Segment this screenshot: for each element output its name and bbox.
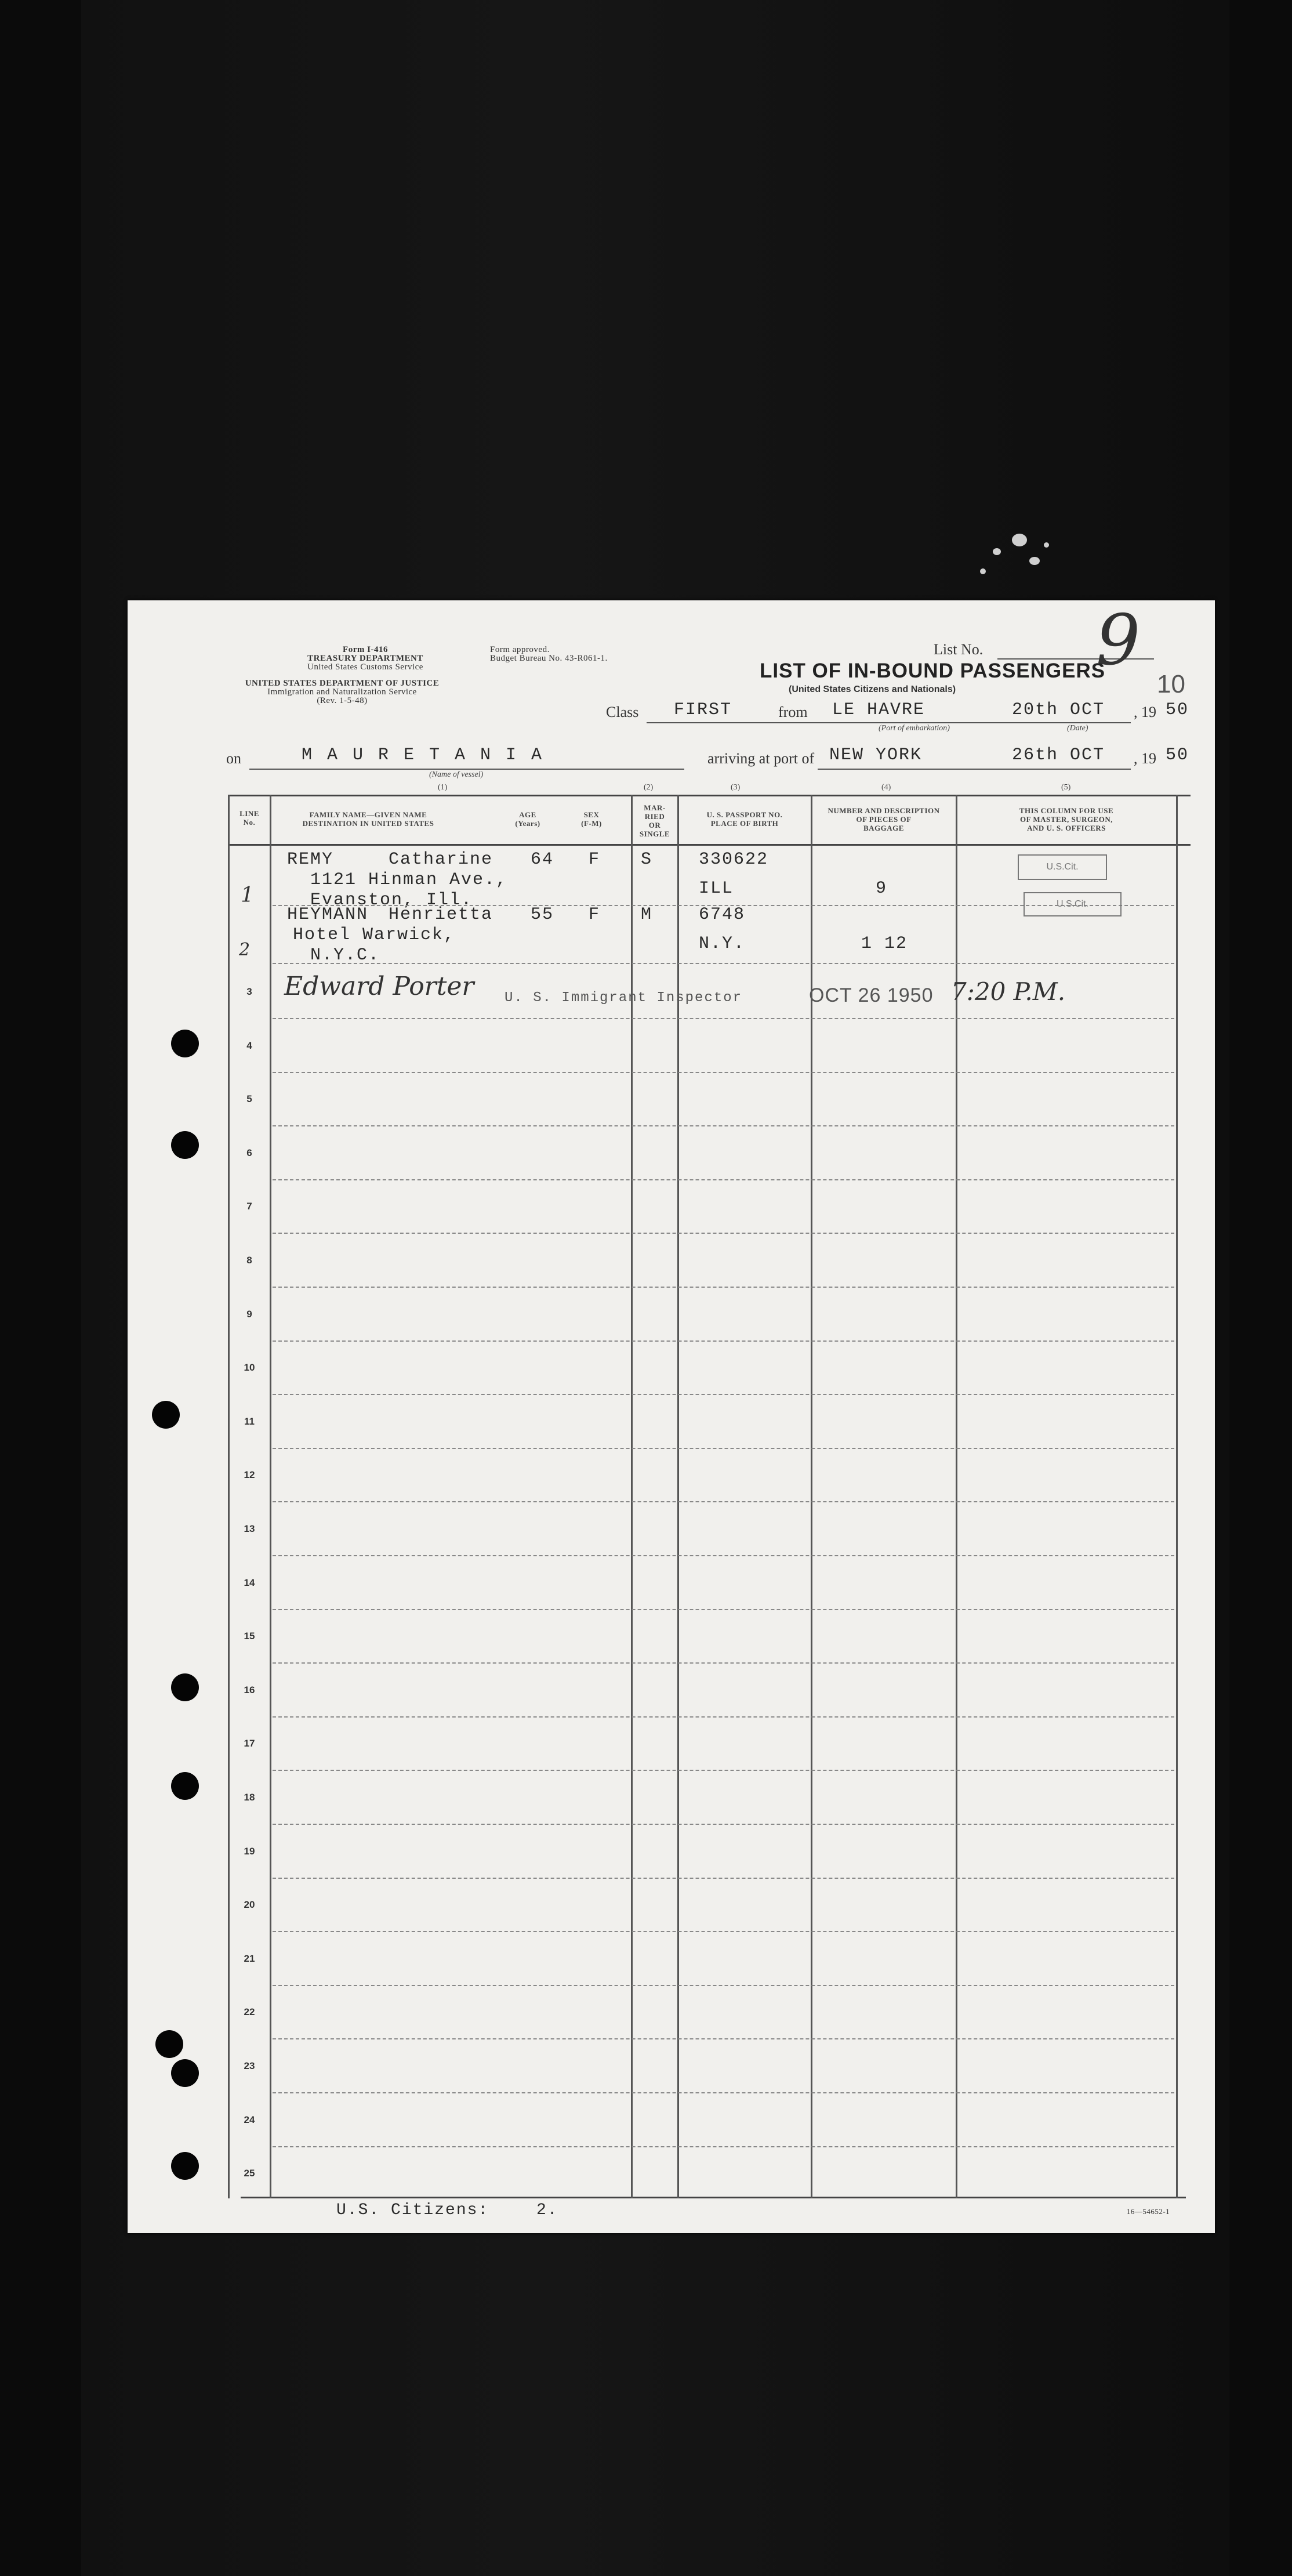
treasury-department: TREASURY DEPARTMENT (307, 654, 423, 663)
column-number-4: (4) (881, 783, 891, 792)
dust-speck (1044, 542, 1049, 548)
citizens-count: 2. (536, 2201, 558, 2219)
passport-number: 330622 (699, 850, 769, 869)
age: 55 (531, 905, 554, 925)
row-divider (273, 1233, 1174, 1234)
line-number: 21 (244, 1952, 255, 1964)
line-number: 11 (244, 1415, 255, 1427)
row-divider (273, 1125, 1174, 1126)
passport-number: 6748 (699, 905, 746, 925)
row-divider (273, 2038, 1174, 2039)
form-number: Form I-416 (343, 645, 388, 654)
header-name: FAMILY NAME—GIVEN NAME DESTINATION IN UNITED STATES (302, 810, 434, 828)
column-number-2: (2) (644, 783, 654, 792)
column-number-3: (3) (731, 783, 741, 792)
address-line-2: Evanston, Ill. (310, 890, 473, 910)
row-divider (273, 1662, 1174, 1664)
inspector-signature: Edward Porter (284, 972, 474, 1001)
vessel-line (249, 769, 684, 770)
binder-hole (171, 2152, 199, 2180)
inspector-title: U. S. Immigrant Inspector (505, 990, 743, 1006)
date-line (997, 722, 1131, 723)
birthplace: N.Y. (699, 934, 746, 954)
header-sex: SEX (F-M) (581, 810, 602, 828)
row-divider (273, 2146, 1174, 2147)
budget-bureau: Budget Bureau No. 43-R061-1. (490, 654, 608, 663)
immigration-service: Immigration and Naturalization Service (267, 687, 417, 697)
class-label: Class (606, 704, 639, 720)
binder-hole (171, 1673, 199, 1701)
embarkation-date: 20th OCT (1012, 700, 1105, 720)
page-number: 10 (1157, 670, 1185, 698)
sex: F (589, 850, 601, 869)
binder-hole (171, 2059, 199, 2087)
arrival-date: 26th OCT (1012, 745, 1105, 765)
header-married: MAR- RIED OR SINGLE (639, 803, 670, 838)
port-caption: (Port of embarkation) (879, 724, 950, 733)
row-divider (273, 1555, 1174, 1556)
address-line-1: 1121 Hinman Ave., (310, 870, 508, 890)
line-number: 19 (244, 1845, 255, 1857)
row-divider (273, 1072, 1174, 1073)
row-divider (273, 1448, 1174, 1449)
citizenship-stamp: U.S.Cit. (1024, 892, 1122, 916)
class-line (647, 722, 832, 723)
margin-check-mark: 1 (241, 883, 254, 907)
class-value: FIRST (674, 700, 732, 720)
line-number: 16 (244, 1684, 255, 1695)
line-number: 4 (246, 1039, 252, 1051)
line-number: 15 (244, 1631, 255, 1642)
citizenship-stamp: U.S.Cit. (1018, 854, 1107, 880)
margin-check-mark: 2 (239, 940, 251, 960)
year-prefix-2: , 19 (1134, 750, 1156, 767)
row-divider (273, 2092, 1174, 2093)
line-number: 6 (246, 1147, 252, 1158)
birthplace: ILL (699, 879, 734, 898)
passenger-manifest-sheet (128, 600, 1215, 2233)
address-line-1: Hotel Warwick, (293, 925, 456, 945)
family-name: HEYMANN (287, 905, 369, 925)
table-header-border (228, 844, 1191, 846)
form-approved: Form approved. (490, 645, 550, 654)
row-divider (273, 1340, 1174, 1342)
inspection-date-stamp: OCT 26 1950 (809, 984, 934, 1006)
revision-date: (Rev. 1-5-48) (317, 696, 368, 705)
family-name: REMY (287, 850, 334, 869)
col-divider (270, 795, 271, 2198)
inspection-time: 7:20 P.M. (951, 977, 1066, 1006)
line-number: 10 (244, 1362, 255, 1374)
citizens-label: U.S. Citizens: (336, 2201, 489, 2219)
line-number: 23 (244, 2060, 255, 2071)
given-name: Henrietta (389, 905, 493, 925)
address-line-2: N.Y.C. (310, 945, 380, 965)
baggage-count: 1 12 (861, 934, 908, 954)
form-subtitle: (United States Citizens and Nationals) (789, 684, 956, 694)
line-number: 12 (244, 1469, 255, 1481)
justice-department: UNITED STATES DEPARTMENT OF JUSTICE (245, 679, 440, 688)
header-age: AGE (Years) (515, 810, 540, 828)
line-number: 5 (246, 1093, 252, 1105)
arriving-label: arriving at port of (707, 750, 815, 767)
date-caption: (Date) (1067, 724, 1088, 733)
print-code: 16—54652-1 (1126, 2207, 1170, 2216)
year-1: 50 (1166, 700, 1189, 720)
row-divider (273, 963, 1174, 964)
line-number: 20 (244, 1899, 255, 1911)
dust-speck (980, 568, 986, 574)
baggage-count: 9 (876, 879, 888, 898)
line-number: 14 (244, 1577, 255, 1588)
on-label: on (226, 750, 241, 767)
arrival-port-line (818, 769, 997, 770)
line-number: 17 (244, 1738, 255, 1749)
year-prefix-1: , 19 (1134, 704, 1156, 720)
line-number: 13 (244, 1523, 255, 1534)
arrival-date-line (997, 769, 1131, 770)
line-number: 7 (246, 1201, 252, 1212)
row-divider (273, 1985, 1174, 1986)
binder-hole (171, 1131, 199, 1159)
row-divider (273, 1770, 1174, 1771)
line-number: 18 (244, 1792, 255, 1803)
binder-hole (171, 1030, 199, 1057)
col-divider (228, 795, 230, 2198)
column-number-1: (1) (438, 783, 448, 792)
column-number-5: (5) (1061, 783, 1071, 792)
from-line (818, 722, 997, 723)
row-divider (273, 1931, 1174, 1932)
row-divider (273, 1609, 1174, 1610)
vessel-name: M A U R E T A N I A (302, 745, 545, 765)
col-divider (1176, 795, 1178, 2198)
row-divider (273, 1287, 1174, 1288)
table-top-border (228, 795, 1191, 796)
row-divider (273, 1878, 1174, 1879)
embarkation-port: LE HAVRE (832, 700, 926, 720)
list-no-label: List No. (934, 641, 983, 658)
marital-status: S (641, 850, 653, 869)
row-divider (273, 1179, 1174, 1180)
list-no-value: 9 (1096, 600, 1141, 681)
year-2: 50 (1166, 745, 1189, 765)
line-number: 3 (246, 986, 252, 997)
customs-service: United States Customs Service (307, 662, 423, 672)
binder-hole (152, 1401, 180, 1429)
row-divider (273, 1501, 1174, 1502)
row-divider (273, 1018, 1174, 1019)
age: 64 (531, 850, 554, 869)
line-number: 9 (246, 1308, 252, 1320)
from-label: from (778, 704, 808, 720)
row-divider (273, 1716, 1174, 1718)
vessel-caption: (Name of vessel) (429, 770, 484, 779)
line-number: 25 (244, 2168, 255, 2179)
line-number: 8 (246, 1255, 252, 1266)
dust-speck (1029, 557, 1040, 565)
given-name: Catharine (389, 850, 493, 869)
table-bottom-border (241, 2197, 1186, 2198)
row-divider (273, 1824, 1174, 1825)
arrival-port: NEW YORK (829, 745, 923, 765)
dust-speck (993, 548, 1001, 555)
header-line-no: LINE No. (239, 809, 259, 827)
header-baggage: NUMBER AND DESCRIPTION OF PIECES OF BAGGAGE (828, 806, 940, 832)
header-official-use: THIS COLUMN FOR USE OF MASTER, SURGEON, AND U. S. OFFICERS (1019, 806, 1114, 832)
line-number: 24 (244, 2114, 255, 2125)
header-passport: U. S. PASSPORT NO. PLACE OF BIRTH (706, 810, 783, 828)
marital-status: M (641, 905, 653, 925)
line-number: 22 (244, 2006, 255, 2018)
dust-speck (1012, 534, 1027, 546)
row-divider (273, 1394, 1174, 1395)
form-title: LIST OF IN-BOUND PASSENGERS (760, 660, 1106, 682)
sex: F (589, 905, 601, 925)
binder-hole (171, 1772, 199, 1800)
binder-hole (155, 2030, 183, 2058)
